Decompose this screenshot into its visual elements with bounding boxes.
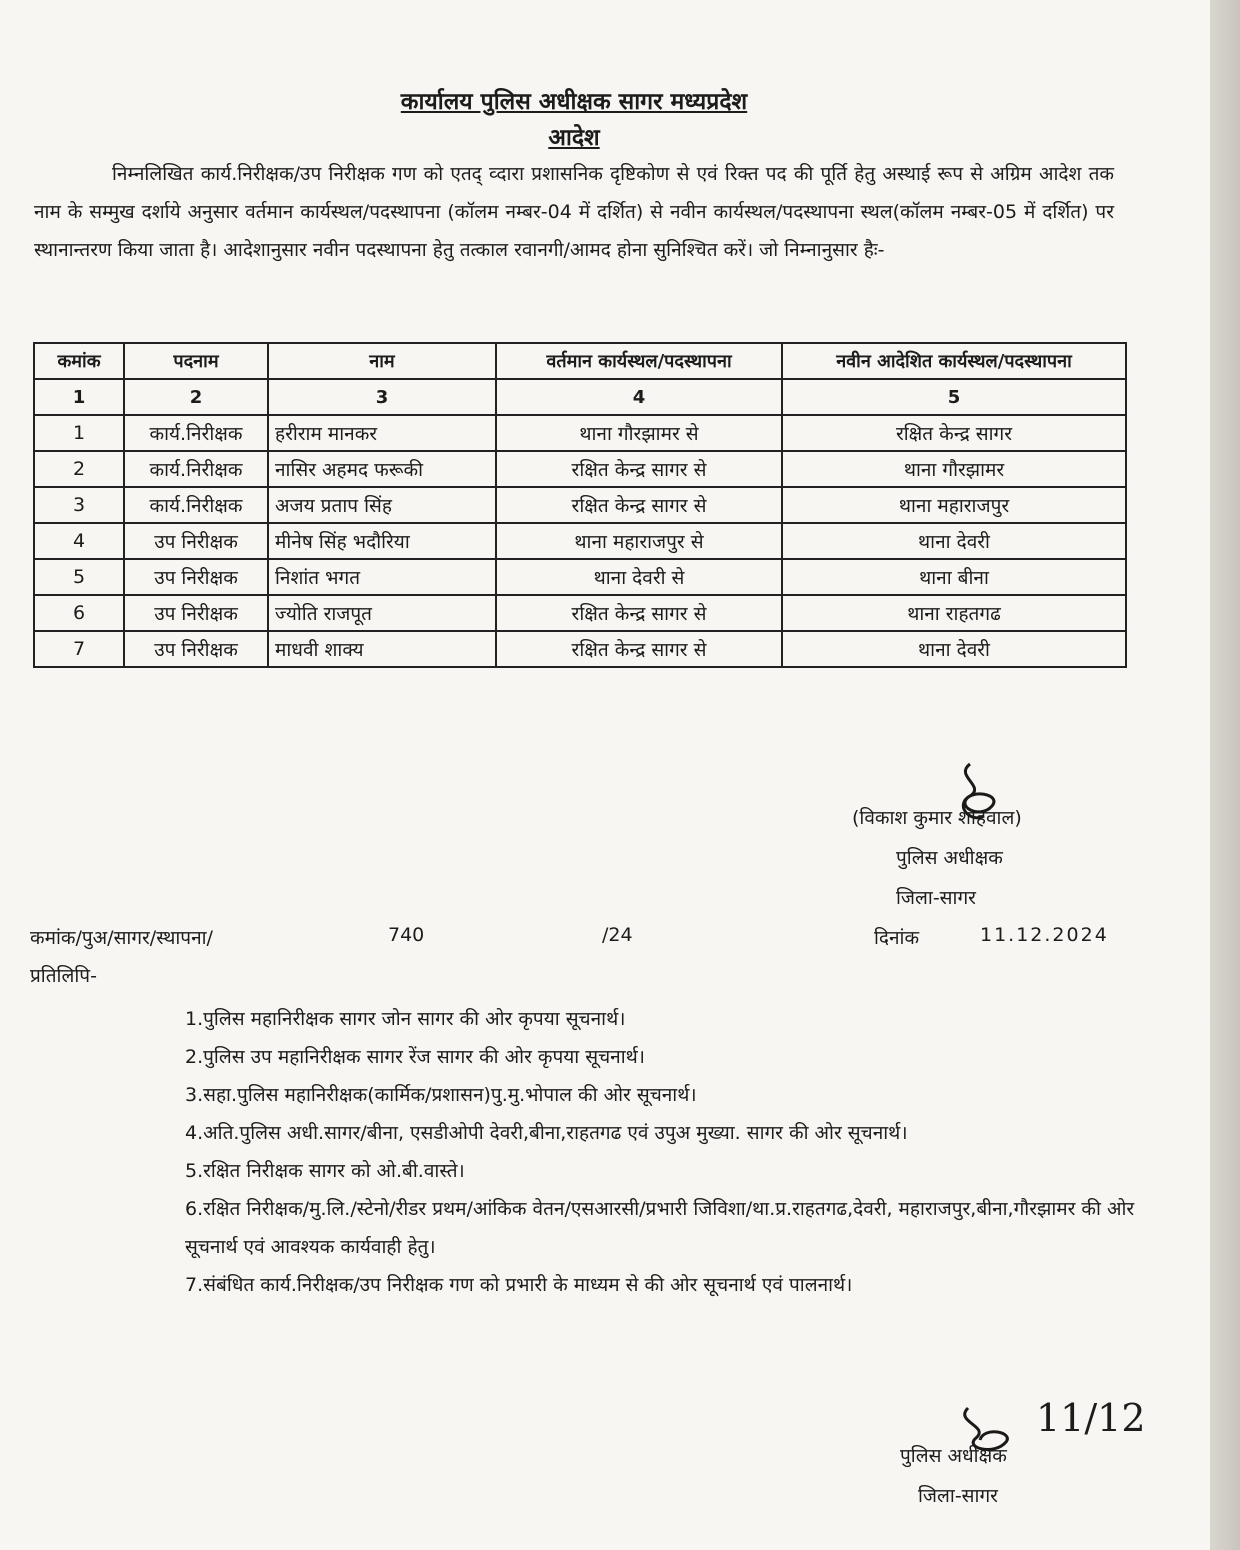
col-number: 5 — [782, 379, 1126, 415]
cell-current-posting: थाना गौरझामर से — [496, 415, 782, 451]
cell-designation: कार्य.निरीक्षक — [124, 487, 268, 523]
col-number: 3 — [268, 379, 496, 415]
cell-new-posting: थाना गौरझामर — [782, 451, 1126, 487]
cell-new-posting: रक्षित केन्द्र सागर — [782, 415, 1126, 451]
cell-new-posting: थाना राहतगढ — [782, 595, 1126, 631]
page-edge — [1210, 0, 1240, 1550]
cell-name: अजय प्रताप सिंह — [268, 487, 496, 523]
list-item: 4.अति.पुलिस अधी.सागर/बीना, एसडीओपी देवरी,बीना,राहतगढ एवं उपुअ मुख्या. सागर की ओर सूचनार्थ। — [185, 1122, 908, 1144]
col-header-new-posting: नवीन आदेशित कार्यस्थल/पदस्थापना — [782, 343, 1126, 379]
list-item: 6.रक्षित निरीक्षक/मु.लि./स्टेनो/रीडर प्रथम/आंकिक वेतन/एसआरसी/प्रभारी जिविशा/था.प्र.राहतगढ,देवरी, महाराजपुर,बीना,गौरझामर की ओर सूचनार्थ एवं आवश्यक कार्यवाही हेतु। — [185, 1198, 1135, 1258]
order-date: 11.12.2024 — [980, 924, 1109, 946]
cell-new-posting: थाना देवरी — [782, 631, 1126, 667]
cell-current-posting: थाना देवरी से — [496, 559, 782, 595]
cell-name: नासिर अहमद फरूकी — [268, 451, 496, 487]
table-row — [34, 631, 1126, 667]
list-item: 3.सहा.पुलिस महानिरीक्षक(कार्मिक/प्रशासन)पु.मु.भोपाल की ओर सूचनार्थ। — [185, 1084, 697, 1106]
handwritten-date: 11/12 — [1036, 1396, 1146, 1440]
cell-name: माधवी शाक्य — [268, 631, 496, 667]
cell-designation: उप निरीक्षक — [124, 559, 268, 595]
table-header-row — [34, 343, 1126, 379]
table-row — [34, 595, 1126, 631]
table-row — [34, 559, 1126, 595]
copy-to-list — [185, 1000, 1145, 1304]
table-row — [34, 451, 1126, 487]
reference-number: 740 — [388, 924, 425, 946]
table-row — [34, 415, 1126, 451]
table-row — [34, 487, 1126, 523]
cell-new-posting: थाना महाराजपुर — [782, 487, 1126, 523]
cell-new-posting: थाना बीना — [782, 559, 1126, 595]
cell-name: हरीराम मानकर — [268, 415, 496, 451]
cell-designation: उप निरीक्षक — [124, 631, 268, 667]
col-header-designation: पदनाम — [124, 343, 268, 379]
cell-serial: 6 — [34, 595, 124, 631]
col-number: 4 — [496, 379, 782, 415]
order-body-paragraph: निम्नलिखित कार्य.निरीक्षक/उप निरीक्षक गण को एतद् व्दारा प्रशासनिक दृष्टिकोण से एवं रिक्त पद की पूर्ति हेतु अस्थाई रूप से अग्रिम आदेश तक नाम के सम्मुख दर्शाये अनुसार वर्तमान कार्यस्थल/पदस्थापना (कॉलम नम्बर-04 में दर्शित) से नवीन कार्यस्थल/पदस्थापना स्थल(कॉलम नम्बर-05 में दर्शित) पर स्थानान्तरण किया जाता है। आदेशानुसार नवीन पदस्थापना हेतु तत्काल रवानगी/आमद होना सुनिश्चित करें। जो निम्नानुसार हैः- — [34, 163, 1114, 261]
list-item: 5.रक्षित निरीक्षक सागर को ओ.बी.वास्ते। — [185, 1160, 465, 1182]
col-number: 1 — [34, 379, 124, 415]
cell-new-posting: थाना देवरी — [782, 523, 1126, 559]
col-number: 2 — [124, 379, 268, 415]
footer-signatory-block — [900, 1436, 1007, 1516]
cell-designation: उप निरीक्षक — [124, 523, 268, 559]
cell-current-posting: रक्षित केन्द्र सागर से — [496, 487, 782, 523]
date-label: दिनांक — [874, 927, 920, 949]
cell-serial: 1 — [34, 415, 124, 451]
table-row — [34, 523, 1126, 559]
table-column-number-row — [34, 379, 1126, 415]
cell-current-posting: रक्षित केन्द्र सागर से — [496, 631, 782, 667]
footer-signatory-district: जिला-सागर — [918, 1485, 998, 1507]
cell-designation: कार्य.निरीक्षक — [124, 451, 268, 487]
cell-serial: 3 — [34, 487, 124, 523]
order-title: आदेश — [548, 125, 600, 151]
col-header-serial: कमांक — [34, 343, 124, 379]
list-item: 2.पुलिस उप महानिरीक्षक सागर रेंज सागर की ओर कृपया सूचनार्थ। — [185, 1046, 645, 1068]
cell-current-posting: थाना महाराजपुर से — [496, 523, 782, 559]
cell-serial: 2 — [34, 451, 124, 487]
footer-signatory-designation: पुलिस अधीक्षक — [900, 1445, 1007, 1467]
list-item: 7.संबंधित कार्य.निरीक्षक/उप निरीक्षक गण को प्रभारी के माध्यम से की ओर सूचनार्थ एवं पालनार्थ। — [185, 1274, 853, 1296]
cell-name: मीनेष सिंह भदौरिया — [268, 523, 496, 559]
cell-designation: उप निरीक्षक — [124, 595, 268, 631]
cell-serial: 4 — [34, 523, 124, 559]
cell-serial: 5 — [34, 559, 124, 595]
reference-year: /24 — [602, 924, 633, 946]
signatory-designation: पुलिस अधीक्षक — [896, 847, 1003, 869]
cell-name: ज्योति राजपूत — [268, 595, 496, 631]
signatory-district: जिला-सागर — [896, 887, 976, 909]
reference-prefix: कमांक/पुअ/सागर/स्थापना/ — [30, 927, 213, 949]
col-header-current-posting: वर्तमान कार्यस्थल/पदस्थापना — [496, 343, 782, 379]
cell-current-posting: रक्षित केन्द्र सागर से — [496, 595, 782, 631]
signatory-block — [852, 798, 1022, 918]
office-heading: कार्यालय पुलिस अधीक्षक सागर मध्यप्रदेश — [400, 89, 748, 115]
list-item: 1.पुलिस महानिरीक्षक सागर जोन सागर की ओर कृपया सूचनार्थ। — [185, 1008, 626, 1030]
cell-name: निशांत भगत — [268, 559, 496, 595]
col-header-name: नाम — [268, 343, 496, 379]
transfer-table — [33, 342, 1127, 668]
cell-current-posting: रक्षित केन्द्र सागर से — [496, 451, 782, 487]
copy-to-label: प्रतिलिपि- — [30, 965, 97, 987]
cell-designation: कार्य.निरीक्षक — [124, 415, 268, 451]
signatory-name: (विकाश कुमार शाहवाल) — [852, 807, 1022, 829]
cell-serial: 7 — [34, 631, 124, 667]
